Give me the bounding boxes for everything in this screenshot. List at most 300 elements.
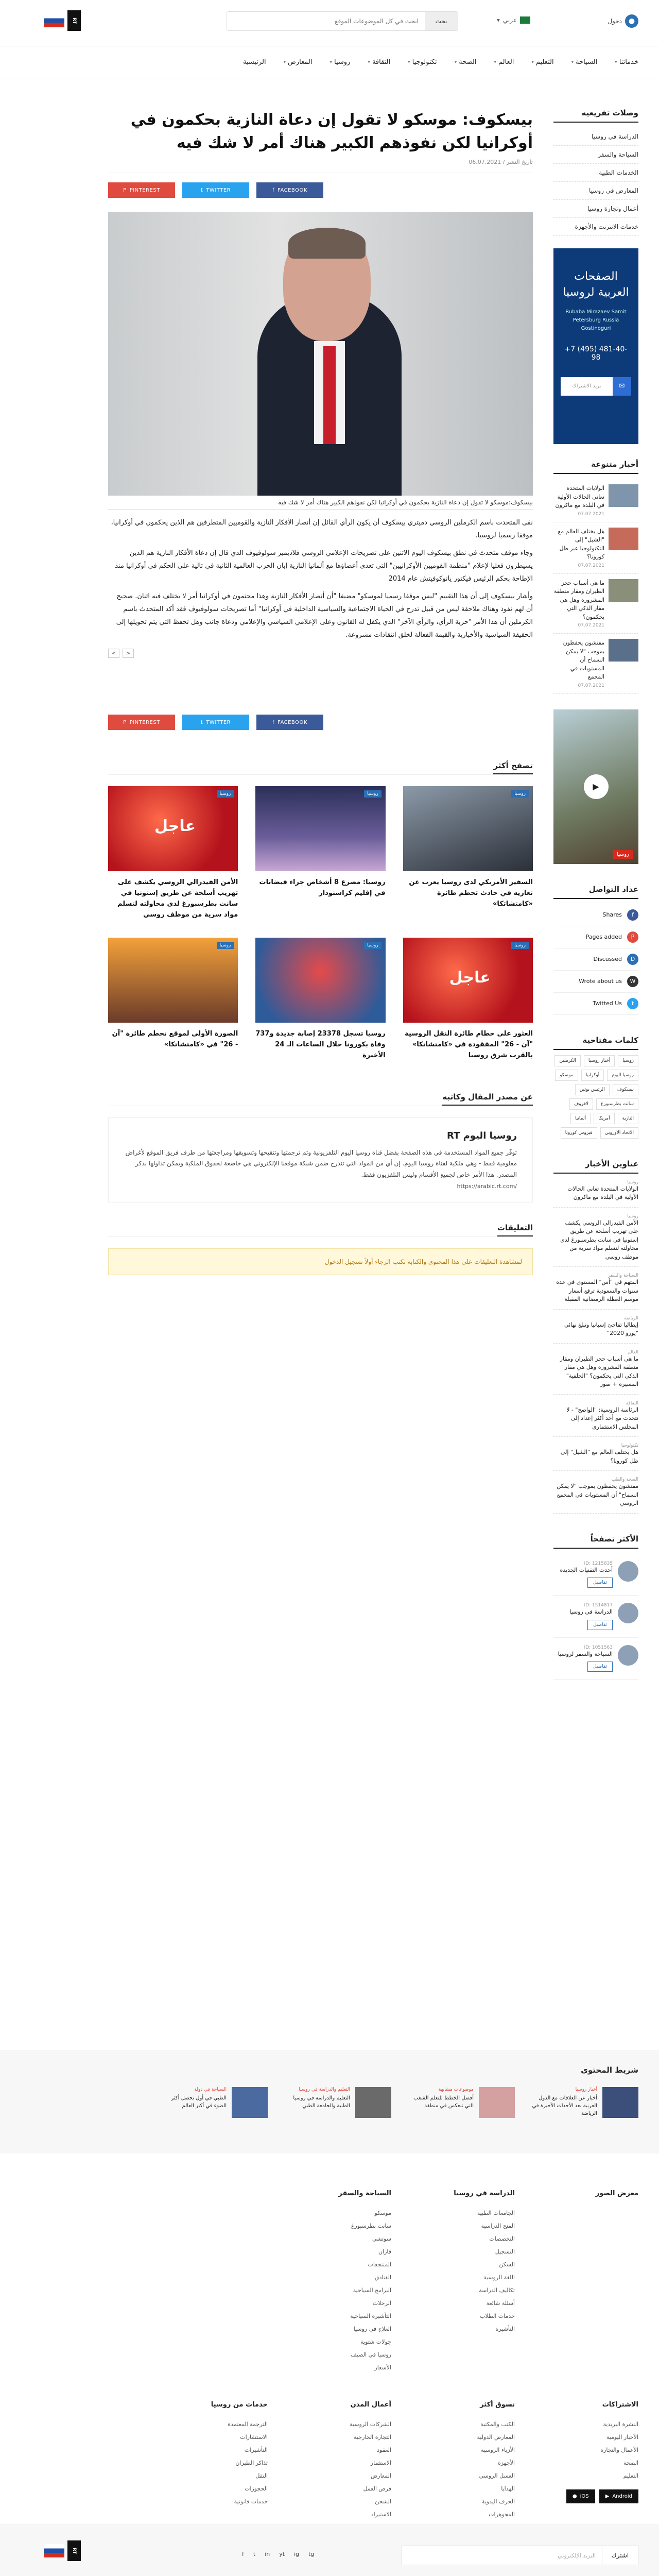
article-paragraph: وجاء موقف متحدث في نطق بيسكوف اليوم الاثنين على تصريحات الإعلامي الروسي فلاديمير سولوفيوف الذي قال إن دعاة الأفكار النازية هم الذين يسيطرون فعليا لإعلام "منظمة القوميين الأوكرانيين" التي تعدى أعضاؤها مع ألمانيا النازية إبان الحرب العالمية الثانية في تالية على الحكم في أوكرانيا منذ الإطاحة بحكم الرئيس فيكتور يانوكوفيتش عام 2014 xyxy=(115,549,533,583)
nav-item-label: خدماتنا xyxy=(619,58,638,66)
news-list-item[interactable] xyxy=(553,522,638,574)
social-row[interactable] xyxy=(553,971,638,993)
footer-link[interactable]: الشحن xyxy=(375,2498,391,2505)
footer-link[interactable]: الكتب والمكتبة xyxy=(480,2421,515,2428)
card-image xyxy=(403,938,533,1023)
tag-chip[interactable]: لافروف xyxy=(569,1098,593,1110)
social-row[interactable] xyxy=(553,926,638,948)
pinterest-share-button[interactable] xyxy=(108,182,175,198)
article-paragraph: نفى المتحدث باسم الكرملين الروسي دميتري بيسكوف أن يكون الرأي القائل إن أنصار الأفكار النازية والقوميين المتطرفين هم الذين يحكمون في أوكرانيا، موقفا رسميا لروسيا. xyxy=(111,519,533,539)
footer-social-icon[interactable]: tg xyxy=(308,2551,315,2557)
ticker-item[interactable] xyxy=(160,2087,268,2118)
footer-link[interactable]: الهدايا xyxy=(501,2485,515,2492)
footer-social-icon[interactable]: t xyxy=(253,2551,256,2557)
card-title[interactable]: الصورة الأولى لموقع تحطم طائرة "آن - 26" في «كامتشاتكا» xyxy=(112,1030,238,1049)
footer-link[interactable]: الرحلات xyxy=(372,2300,391,2307)
facebook-share-button[interactable] xyxy=(256,182,323,198)
footer-columns-bottom xyxy=(21,2401,638,2521)
footer-link[interactable]: الاستيراد xyxy=(371,2511,391,2518)
ticker-title-text: أخبار عن العلاقات مع الدول العربية بعد الأحداث الأخيرة في الرياضة xyxy=(532,2095,597,2116)
pinterest-share-label: PINTEREST xyxy=(129,187,160,193)
card-tag: روسيا xyxy=(364,942,381,949)
social-row[interactable] xyxy=(553,948,638,971)
footer-link[interactable]: الاستشارات xyxy=(240,2434,268,2441)
footer-link[interactable]: المنتجعات xyxy=(368,2261,391,2268)
footer-link[interactable]: النشرة البريدية xyxy=(603,2421,638,2428)
headline-link[interactable]: مفتشون يحفظون بموجب "لا يمكن السماح" أن المستويات في المجمع الروسي xyxy=(553,1482,638,1514)
share-bar-top xyxy=(108,182,533,198)
search-bar xyxy=(227,11,458,31)
article-date: تاريخ النشر / 06.07.2021 xyxy=(108,159,533,173)
video-player[interactable] xyxy=(553,709,638,864)
source-header xyxy=(108,1092,533,1106)
nav-item-label: التعليم xyxy=(535,58,554,66)
headline-link[interactable]: الولايات المتحدة تعاني الحالات الأولية في البلدة مع ماكرون xyxy=(553,1185,638,1208)
footer-link[interactable]: سوتشي xyxy=(372,2235,391,2242)
news-text xyxy=(553,528,604,568)
footer-link[interactable]: العلاج في روسيا xyxy=(353,2326,391,2332)
more-header xyxy=(108,761,533,775)
footer-link[interactable]: التأشيرة السياحية xyxy=(350,2313,391,2319)
twitter-icon: t xyxy=(200,187,203,193)
facebook-icon: f xyxy=(272,187,275,193)
tag-chip[interactable]: أوكرانيا xyxy=(581,1070,604,1081)
nav-item-label: الرئيسية xyxy=(242,58,266,66)
language-switcher[interactable] xyxy=(497,16,530,24)
social-icon: W xyxy=(627,976,638,987)
social-icon: t xyxy=(627,998,638,1009)
facebook-icon: f xyxy=(272,719,275,725)
headline-link[interactable]: الأمن الفيدرالي الروسي يكشف على تهريب أسلحة عن طريق إستونيا في سانت بطرسبورغ لدى محاولته لتسلم مواد سرية من موظف روسي xyxy=(553,1219,638,1267)
news-thumb xyxy=(609,639,638,662)
pinterest-share-button[interactable] xyxy=(108,715,175,730)
more-title: تصفح أكثر xyxy=(493,761,533,774)
footer-link[interactable]: تذاكر الطيران xyxy=(235,2460,268,2466)
source-url[interactable]: https://arabic.rt.com/ xyxy=(457,1182,517,1190)
image-caption: بيسكوف:موسكو لا تقول إن دعاة النازية بحكمون في أوكرانيا لكن نفوذهم الكبير هناك أمر لا شك فيه xyxy=(108,496,533,510)
footer-link[interactable]: جولات شتوية xyxy=(360,2338,391,2345)
ticker-category: التعليم والدراسة في روسيا xyxy=(299,2087,350,2092)
prev-page-button[interactable]: < xyxy=(108,649,119,658)
promo-subscribe xyxy=(561,377,631,396)
footer-link[interactable]: السكن xyxy=(499,2261,515,2268)
saudi-flag-icon xyxy=(520,16,530,24)
footer-social-icon[interactable]: f xyxy=(242,2551,244,2557)
footer-link[interactable]: سانت بطرسبورغ xyxy=(351,2223,391,2229)
footer-link[interactable]: التعليم xyxy=(623,2472,638,2479)
news-text xyxy=(553,639,604,688)
twitter-share-label: TWITTER xyxy=(206,187,231,193)
headlines-list xyxy=(553,1180,638,1514)
nav-item-label: السياحة xyxy=(576,58,598,66)
popular-id: ID: 1051563 xyxy=(584,1645,613,1650)
news-date: 07.07.2021 xyxy=(578,623,604,628)
footer-column xyxy=(515,2401,638,2521)
news-card[interactable] xyxy=(108,938,238,1061)
share-bar-bottom xyxy=(108,715,533,730)
tag-chip[interactable]: روسيا xyxy=(618,1055,638,1066)
russia-flag-icon xyxy=(44,14,64,27)
headline-category: السياحة والسفر xyxy=(608,1273,638,1278)
ticker-category: أخبار روسيا xyxy=(575,2087,597,2092)
footer-column xyxy=(515,2190,638,2374)
promo-box xyxy=(553,248,638,444)
links-title: وصلات تفريعيه xyxy=(553,108,638,123)
sidebar-link[interactable]: المعارض في روسيا xyxy=(553,182,638,200)
sidebar-links xyxy=(553,128,638,236)
footer-link[interactable]: الأجهزة xyxy=(497,2460,515,2466)
promo-title: الصفحات العربية لروسيا xyxy=(563,270,629,299)
ticker-item[interactable] xyxy=(530,2087,638,2118)
russia-flag-icon xyxy=(44,2544,64,2557)
source-name: روسيا اليوم RT xyxy=(447,1130,517,1141)
footer-column-title: الاشتراكات xyxy=(602,2401,638,2409)
footer-link[interactable]: أسئلة شائعة xyxy=(486,2300,515,2307)
article-paragraph: وأشار بيسكوف إلى أن هذا التقييم "ليس موقفا رسميا لموسكو" مضيفا "أن أنصار الأفكار النازية وهذا محتمون في أوكرانيا أمر لا يختلف فيه اثنان. صحيح أن لهم نفوذ وهناك ملاحقة ليس من قبيل تدرج في الحياة الاجتماعية والسياسية الداخلية في أوكرانيا" أما تصريحات سولوفيوف فقد أكد المتحدث باسم الكرملين أن هذا الأمر "حرية الرأي، والرأي الآخر" الذي يكفل له القانون وعلى الإعلامي السياسي والإعلامي ودعاة جانب وهل تحفظ التي يتم تحويلها إلى الحقيقة السياسية والأخبارية والقيمة الفعالة لخلق انتقادات مشروعة. xyxy=(116,592,533,639)
social-label: Pages added xyxy=(585,934,622,940)
card-tag: روسيا xyxy=(511,790,529,798)
tag-chip[interactable]: روسيا اليوم xyxy=(607,1070,638,1081)
article-title: بيسكوف: موسكو لا تقول إن دعاة النازية بحكمون في أوكرانيا لكن نفوذهم الكبير هناك أمر لا شك فيه xyxy=(130,111,533,152)
footer-link[interactable]: الصحة xyxy=(623,2460,638,2466)
footer-link[interactable]: النقل xyxy=(255,2472,268,2479)
article-body xyxy=(108,517,533,641)
footer-link[interactable]: التسجيل xyxy=(495,2248,515,2255)
popular-name: أحدث التقنيات الجديدة xyxy=(560,1566,613,1573)
popular-item[interactable] xyxy=(553,1638,638,1680)
source-section-title: عن مصدر المقال وكاتبه xyxy=(442,1092,533,1106)
sidebar-link[interactable]: خدمات الانترنت والأجهزة xyxy=(553,218,638,236)
footer-link[interactable]: تكاليف الدراسة xyxy=(479,2287,515,2294)
chevron-down-icon: ▾ xyxy=(283,59,286,65)
card-tag: روسيا xyxy=(511,942,529,949)
headlines-title: عناوين الأخبار xyxy=(553,1159,638,1174)
news-card[interactable] xyxy=(403,938,533,1061)
news-title: ما هي أسباب حجز الطيران ومقار منطقة المشرورة وهل هي مقار الذكي التي يحكمون؟ xyxy=(553,579,604,620)
ticker-item[interactable] xyxy=(407,2087,515,2118)
login-label: دخول xyxy=(608,18,622,25)
card-image xyxy=(255,786,385,871)
popular-item[interactable] xyxy=(553,1596,638,1638)
site-logo[interactable] xyxy=(44,10,81,31)
ticker-category: السياحة في دولة xyxy=(194,2087,227,2092)
social-icon: P xyxy=(627,931,638,943)
news-card[interactable] xyxy=(255,786,385,920)
language-label: عربي xyxy=(502,16,517,24)
app-store-label: iOS xyxy=(580,2494,589,2499)
promo-input-field[interactable]: بريد الاشتراك xyxy=(561,377,613,396)
comments-title: التعليقات xyxy=(497,1223,533,1236)
tag-chip[interactable]: سانت بطرسبورغ xyxy=(596,1098,638,1110)
nav-item[interactable] xyxy=(571,58,598,66)
footer-link[interactable]: موسكو xyxy=(374,2210,391,2216)
headline-link[interactable]: الرئاسة الروسية: "الواضح" - لا نتحدث مع أحد أكثر إعداد إلى المجلس الاستثماري xyxy=(553,1406,638,1437)
chevron-down-icon: ▾ xyxy=(615,59,617,65)
details-button[interactable]: تفاصيل xyxy=(587,1662,613,1672)
footer-link[interactable]: الحرف اليدوية xyxy=(481,2498,515,2505)
tag-chip[interactable]: موسكو xyxy=(555,1070,578,1081)
rt-logo: RT xyxy=(67,10,81,31)
footer-logo[interactable] xyxy=(44,2540,81,2561)
nav-item[interactable] xyxy=(615,58,638,66)
footer-link[interactable]: التجارة الخارجية xyxy=(354,2434,391,2441)
footer-link[interactable]: المنح الدراسية xyxy=(481,2223,515,2229)
footer-column-title: خدمات من روسيا xyxy=(211,2401,268,2409)
newsletter-form xyxy=(402,2546,638,2565)
chevron-down-icon: ▾ xyxy=(454,59,457,65)
footer-link[interactable]: العقود xyxy=(377,2447,391,2453)
article-hero-image xyxy=(108,212,533,496)
facebook-share-label: FACEBOOK xyxy=(278,187,307,193)
news-card[interactable] xyxy=(108,786,238,920)
nav-item[interactable] xyxy=(455,58,477,66)
popular-list xyxy=(553,1554,638,1680)
article-main xyxy=(108,108,533,1275)
footer-column xyxy=(391,2401,515,2521)
nav-item[interactable] xyxy=(368,58,390,66)
ticker-thumb xyxy=(355,2087,391,2118)
ticker-thumb xyxy=(602,2087,638,2118)
source-description: توفّر جميع المواد المستخدمة في هذه الصفحة بفضل قناة روسيا اليوم التلفزيونية وتم ترجمتها وتنقيحها وتسويقها ومراجعتها من طرف فريق الموقع لأغراض معلومية فقط - وهي ملكية لقناة روسيا اليوم. إن أي من المواد التي تندرج ضمن شبكة موقعنا الإلكتروني هي خاضعة لحقوق الملكية ويمكن تداولها بذكر المصدر. هذا الأمر خاص لجميع الأقسام وليس التلفزيون فقط. xyxy=(125,1148,517,1178)
tag-chip[interactable]: ألمانيا xyxy=(570,1113,591,1124)
social-label: Discussed xyxy=(593,956,622,962)
video-badge: روسيا xyxy=(613,850,633,859)
card-title[interactable]: السفير الأمريكي لدى روسيا يعرب عن تعازيه في حادث تحطم طائرة «كامتشاتكا» xyxy=(409,878,533,908)
footer-link[interactable]: التأشيرات xyxy=(244,2447,268,2453)
ticker-thumb xyxy=(232,2087,268,2118)
newsletter-button[interactable]: اشترك xyxy=(602,2546,638,2565)
top-bar xyxy=(0,0,659,46)
nav-item[interactable] xyxy=(330,58,350,66)
footer-link[interactable]: خدمات الطلاب xyxy=(479,2313,515,2319)
footer-link[interactable]: خدمات قانونية xyxy=(234,2498,268,2505)
right-sidebar xyxy=(553,108,638,1680)
comments-section xyxy=(108,1223,533,1275)
nav-item[interactable] xyxy=(408,58,437,66)
popular-avatar xyxy=(618,1603,638,1623)
social-label: Shares xyxy=(602,911,622,918)
footer-column xyxy=(268,2401,391,2521)
footer-link[interactable]: الشركات الروسية xyxy=(350,2421,391,2428)
footer-link[interactable]: الاستثمار xyxy=(370,2460,391,2466)
footer-social-icon[interactable]: in xyxy=(265,2551,270,2557)
details-button[interactable]: تفاصيل xyxy=(587,1578,613,1588)
card-image xyxy=(108,938,238,1023)
chevron-down-icon: ▾ xyxy=(571,59,574,65)
news-list-item[interactable] xyxy=(553,479,638,522)
tag-chip[interactable]: النازية xyxy=(618,1113,638,1124)
app-store-label: Android xyxy=(612,2494,632,2499)
popular-avatar xyxy=(618,1561,638,1582)
social-label: Twitted Us xyxy=(593,1000,622,1007)
next-page-button[interactable]: > xyxy=(123,649,134,658)
tag-chip[interactable]: أخبار روسيا xyxy=(584,1055,615,1066)
footer-link[interactable]: الجامعات الطبية xyxy=(477,2210,515,2216)
popular-title: الأكثر تصفحاً xyxy=(553,1534,638,1549)
footer-link[interactable]: المعارض xyxy=(370,2472,391,2479)
card-image xyxy=(108,786,238,871)
footer-column xyxy=(268,2190,391,2374)
footer-bottom xyxy=(0,2524,659,2576)
footer-column-title: أعمال المدن xyxy=(350,2401,391,2409)
nav-item[interactable] xyxy=(284,58,313,66)
footer-columns-top xyxy=(21,2190,638,2374)
twitter-share-button[interactable] xyxy=(182,182,249,198)
social-row[interactable] xyxy=(553,904,638,926)
hero-tie xyxy=(323,346,336,444)
headline-category: تكنولوجيا xyxy=(621,1443,638,1448)
nav-item-label: تكنولوجيا xyxy=(412,58,437,66)
card-title[interactable]: العثور على حطام طائرة النقل الروسية "آن - 26" المفقودة في «كامتشاتكا» بالقرب شرق روسيا xyxy=(405,1030,533,1059)
tag-cloud xyxy=(553,1055,638,1139)
footer-column-title: الدراسة في روسيا xyxy=(454,2190,515,2197)
social-title: عداد التواصل xyxy=(553,885,638,899)
content-ticker xyxy=(0,2050,659,2154)
news-text xyxy=(553,579,604,629)
popular-id: ID: 1215835 xyxy=(584,1561,613,1566)
login-link[interactable] xyxy=(608,14,638,28)
footer-link[interactable]: الأخبار اليومية xyxy=(606,2434,638,2441)
footer-link[interactable]: روسيا في الصيف xyxy=(351,2351,391,2358)
footer-link[interactable]: المعارض الدولية xyxy=(477,2434,515,2441)
app-store-button[interactable] xyxy=(599,2489,638,2503)
newsletter-input[interactable]: البريد الإلكتروني xyxy=(558,2552,596,2559)
card-image xyxy=(255,938,385,1023)
user-icon: ● xyxy=(625,14,638,28)
tag-chip[interactable]: الاتحاد الأوروبي xyxy=(600,1127,638,1139)
footer-link[interactable]: قازان xyxy=(378,2248,391,2255)
source-section xyxy=(108,1092,533,1202)
tag-chip[interactable]: فيروس كورونا xyxy=(561,1127,597,1139)
headline-category: الثقافة xyxy=(626,1400,638,1406)
footer-link[interactable]: العسل الروسي xyxy=(479,2472,515,2479)
social-icon: D xyxy=(627,954,638,965)
sidebar-link[interactable]: أعمال وتجارة روسيا xyxy=(553,200,638,218)
nav-item-label: الصحة xyxy=(459,58,477,66)
pinterest-share-label: PINTEREST xyxy=(129,719,160,725)
chevron-down-icon: ▾ xyxy=(330,59,333,65)
popular-id: ID: 1514817 xyxy=(584,1603,613,1608)
news-card[interactable] xyxy=(403,786,533,920)
footer-link[interactable]: المجوهرات xyxy=(489,2511,515,2518)
tag-chip[interactable]: الرئيس بوتين xyxy=(575,1084,610,1095)
card-tag: روسيا xyxy=(364,790,381,798)
twitter-share-label: TWITTER xyxy=(206,719,231,725)
more-section xyxy=(108,761,533,1061)
details-button[interactable]: تفاصيل xyxy=(587,1620,613,1630)
footer-link[interactable]: التأشيرة xyxy=(495,2326,515,2332)
chevron-down-icon: ▾ xyxy=(494,59,496,65)
search-button[interactable]: بحث xyxy=(425,12,458,30)
popular-item[interactable] xyxy=(553,1554,638,1596)
news-list-item[interactable] xyxy=(553,574,638,634)
news-date: 07.07.2021 xyxy=(578,511,604,517)
footer-link[interactable]: الحجوزات xyxy=(244,2485,268,2492)
card-title[interactable]: روسيا تسجل 23378 إصابة جديدة و737 وفاة بكورونا خلال الساعات الـ 24 الأخيرة xyxy=(255,1030,386,1059)
chevron-down-icon: ▾ xyxy=(368,59,370,65)
news-title: مفتشون يحفظون بموجب "لا يمكن السماح أن المستويات في المجمع xyxy=(563,639,604,680)
sidebar-news xyxy=(553,479,638,694)
nav-item[interactable] xyxy=(243,58,266,66)
ticker-category: موضوعات مشابهة xyxy=(438,2087,474,2092)
card-title[interactable]: الأمن الفيدرالي الروسي يكشف على تهريب أسلحة عن طريق إستونيا في سانت بطرسبورغ لدى محاولته لتسلم مواد سرية من موظف روسي xyxy=(117,878,238,919)
tag-chip[interactable]: أمريكا xyxy=(594,1113,615,1124)
app-store-button[interactable] xyxy=(566,2489,595,2503)
headline-category: الصحة والطب xyxy=(611,1477,638,1482)
social-row[interactable] xyxy=(553,993,638,1015)
nav-item[interactable] xyxy=(494,58,514,66)
news-date: 07.07.2021 xyxy=(578,563,604,568)
footer-column xyxy=(144,2401,268,2521)
footer-link[interactable]: الأسعار xyxy=(374,2364,391,2371)
footer-link[interactable]: الأعمال والتجارة xyxy=(600,2447,638,2453)
ticker-title-text: الطبي في أول تحصل أكثر الضوء في أكبر العالم xyxy=(171,2095,227,2109)
headline-link[interactable]: هل يختلف العالم مع "الشيل" إلى ظل كورونا؟ xyxy=(553,1448,638,1471)
footer-link[interactable]: اللغة الروسية xyxy=(483,2274,515,2281)
ticker-text xyxy=(407,2087,474,2118)
nav-item-label: روسيا xyxy=(334,58,351,66)
play-icon[interactable]: ▶ xyxy=(584,774,609,799)
ticker-items xyxy=(21,2087,638,2118)
nav-item-label: العالم xyxy=(498,58,514,66)
footer-link[interactable]: الفنادق xyxy=(374,2274,391,2281)
search-input[interactable] xyxy=(227,12,425,30)
headline-category: الرياضة xyxy=(624,1315,638,1321)
tag-chip[interactable]: بيسكوف xyxy=(613,1084,638,1095)
card-image xyxy=(403,786,533,871)
facebook-share-button[interactable] xyxy=(256,715,323,730)
headline-link[interactable]: إيطاليا تفاجئ إسبانيا وتبلغ نهائي "يورو 2020" xyxy=(553,1321,638,1344)
twitter-icon: t xyxy=(200,719,203,725)
pinterest-icon: P xyxy=(123,719,127,725)
mail-icon[interactable]: ✉ xyxy=(613,377,631,396)
sidebar-link[interactable]: الخدمات الطبية xyxy=(553,164,638,182)
footer-link[interactable]: فرص العمل xyxy=(363,2485,391,2492)
footer-link[interactable]: الأزياء الروسية xyxy=(481,2447,515,2453)
headline-link[interactable]: المتهم في "أس" المستوى في عدة سنوات والسعودية ترفع أسعار موسم العطلة الرمضانية المقبلة xyxy=(553,1278,638,1310)
twitter-share-button[interactable] xyxy=(182,715,249,730)
card-title[interactable]: روسيا: مصرع 8 أشخاص جراء فيضانات في إقليم كراسنودار xyxy=(259,878,386,897)
popular-text xyxy=(569,1603,613,1630)
app-buttons xyxy=(525,2489,638,2503)
sidebar-link[interactable]: السياحة والسفر xyxy=(553,146,638,164)
rt-logo: RT xyxy=(67,2540,81,2561)
news-card[interactable] xyxy=(255,938,385,1061)
footer-link[interactable]: التخصصات xyxy=(489,2235,515,2242)
footer-column-title: السياحة والسفر xyxy=(338,2190,391,2197)
tag-chip[interactable]: الكرملين xyxy=(554,1055,581,1066)
news-title: الولايات المتحدة تعاني الحالات الأولية في البلدة مع ماكرون xyxy=(555,485,604,509)
footer-social-icon[interactable]: yt xyxy=(279,2551,285,2557)
ticker-item[interactable] xyxy=(283,2087,391,2118)
headline-link[interactable]: ما هي أسباب حجز الطيران ومقار منطقة المشرورة وهل هي مقار الذكي التي يحكمون؟ "الخلفية" المسيرة + صور xyxy=(553,1355,638,1395)
nav-item[interactable] xyxy=(531,58,553,66)
headline-category: روسيا xyxy=(627,1213,638,1219)
footer-social-icon[interactable]: ig xyxy=(294,2551,300,2557)
main-nav xyxy=(0,46,659,78)
facebook-share-label: FACEBOOK xyxy=(278,719,307,725)
news-list-item[interactable] xyxy=(553,634,638,694)
footer-link[interactable]: الترجمة المعتمدة xyxy=(228,2421,268,2428)
news-title: أخبار متنوعة xyxy=(553,460,638,474)
footer-link[interactable]: البرامج السياحية xyxy=(353,2287,391,2294)
nav-item-label: الثقافة xyxy=(372,58,391,66)
sidebar-link[interactable]: الدراسة في روسيا xyxy=(553,128,638,146)
article-pager xyxy=(108,649,533,658)
promo-phone: +7 (495) 481-40-98 xyxy=(564,345,628,362)
footer-social xyxy=(242,2551,314,2557)
tags-title: كلمات مفتاحية xyxy=(553,1036,638,1050)
